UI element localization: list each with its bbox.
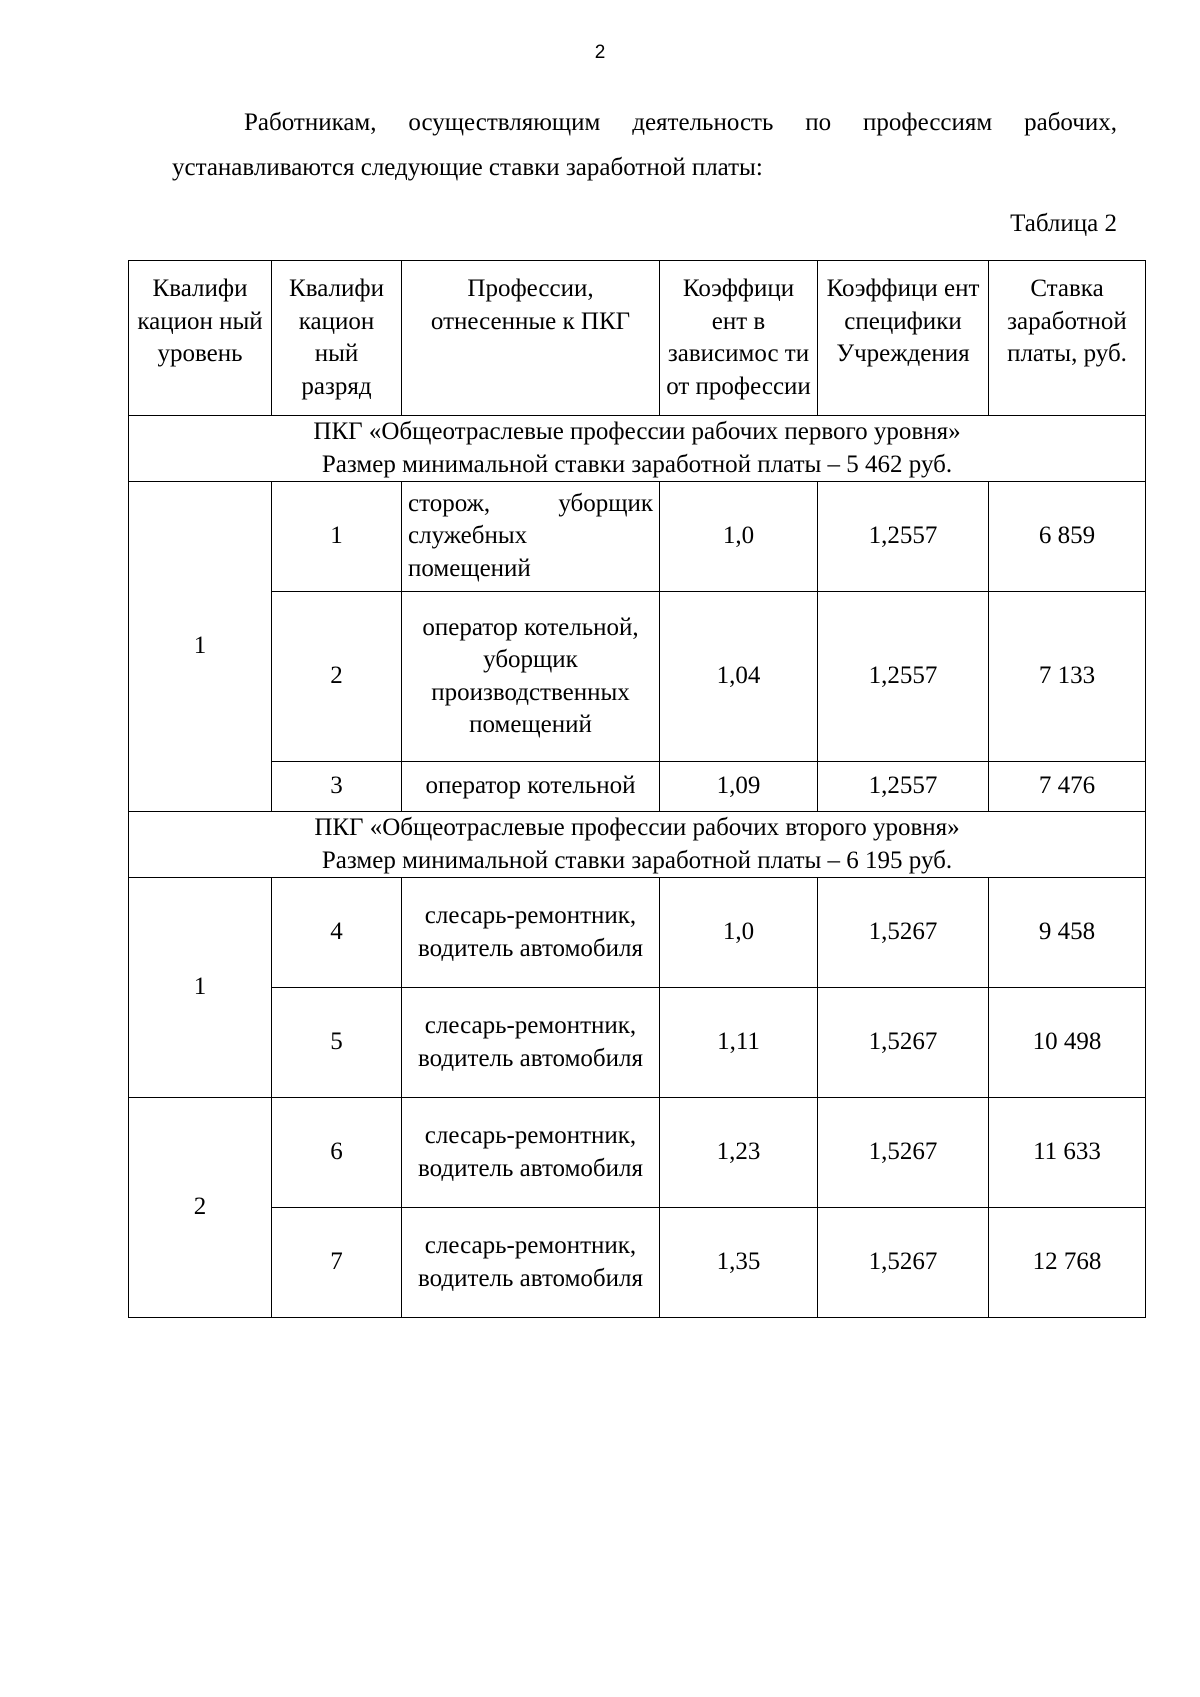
cell-coef-profession: 1,09	[660, 762, 818, 812]
cell-profession: слесарь-ремонтник, водитель автомобиля	[402, 1098, 660, 1208]
cell-coef-institution: 1,2557	[818, 482, 989, 592]
cell-grade: 4	[272, 878, 402, 988]
cell-profession: слесарь-ремонтник, водитель автомобиля	[402, 988, 660, 1098]
cell-rate: 7 476	[989, 762, 1146, 812]
header-qual-grade: Квалифи кацион ный разряд	[272, 261, 402, 416]
cell-grade: 1	[272, 482, 402, 592]
group-header	[129, 812, 1146, 878]
cell-coef-institution: 1,2557	[818, 762, 989, 812]
cell-grade: 3	[272, 762, 402, 812]
cell-coef-institution: 1,5267	[818, 1208, 989, 1318]
group-header-row	[129, 416, 1146, 482]
cell-coef-profession: 1,11	[660, 988, 818, 1098]
cell-rate: 7 133	[989, 592, 1146, 762]
intro-line-1: Работникам, осуществляющим деятельность по профессиям рабочих,	[244, 109, 1117, 136]
cell-grade: 2	[272, 592, 402, 762]
intro-line-2: устанавливаются следующие ставки заработной платы:	[172, 154, 763, 181]
table-row	[129, 878, 1146, 988]
table-row	[129, 1098, 1146, 1208]
wage-rates-table	[128, 260, 1146, 1318]
cell-coef-profession: 1,35	[660, 1208, 818, 1318]
group-subtitle: Размер минимальной ставки заработной платы – 5 462 руб.	[321, 450, 953, 478]
cell-profession: оператор котельной, уборщик производственных помещений	[402, 592, 660, 762]
cell-coef-institution: 1,5267	[818, 878, 989, 988]
cell-grade: 6	[272, 1098, 402, 1208]
table-row	[129, 1208, 1146, 1318]
table-row	[129, 762, 1146, 812]
cell-profession: сторож, уборщик служебных помещений	[402, 482, 660, 592]
cell-coef-institution: 1,5267	[818, 1098, 989, 1208]
group-header	[129, 416, 1146, 482]
cell-rate: 9 458	[989, 878, 1146, 988]
cell-coef-institution: 1,2557	[818, 592, 989, 762]
cell-profession: слесарь-ремонтник, водитель автомобиля	[402, 1208, 660, 1318]
group-title: ПКГ «Общеотраслевые профессии рабочих первого уровня»	[313, 418, 961, 445]
cell-profession: оператор котельной	[402, 762, 660, 812]
cell-coef-profession: 1,23	[660, 1098, 818, 1208]
group-title: ПКГ «Общеотраслевые профессии рабочих второго уровня»	[314, 814, 960, 841]
header-professions: Профессии, отнесенные к ПКГ	[402, 261, 660, 416]
cell-rate: 12 768	[989, 1208, 1146, 1318]
group-header-row	[129, 812, 1146, 878]
cell-rate: 6 859	[989, 482, 1146, 592]
page-number: 2	[594, 42, 606, 63]
cell-coef-profession: 1,0	[660, 878, 818, 988]
table-label: Таблица 2	[1010, 210, 1117, 237]
cell-coef-profession: 1,0	[660, 482, 818, 592]
header-coef-institution: Коэффици ент специфики Учреждения	[818, 261, 989, 416]
cell-grade: 5	[272, 988, 402, 1098]
header-qual-level: Квалифи кацион ный уровень	[129, 261, 272, 416]
table-row	[129, 482, 1146, 592]
header-coef-profession: Коэффици ент в зависимос ти от профессии	[660, 261, 818, 416]
group-subtitle: Размер минимальной ставки заработной платы – 6 195 руб.	[321, 846, 953, 874]
cell-rate: 11 633	[989, 1098, 1146, 1208]
cell-coef-profession: 1,04	[660, 592, 818, 762]
cell-profession: слесарь-ремонтник, водитель автомобиля	[402, 878, 660, 988]
header-wage-rate: Ставка заработной платы, руб.	[989, 261, 1146, 416]
cell-coef-institution: 1,5267	[818, 988, 989, 1098]
table-row	[129, 988, 1146, 1098]
cell-level: 2	[129, 1098, 272, 1318]
cell-level: 1	[129, 878, 272, 1098]
intro-paragraph	[172, 100, 1117, 190]
cell-rate: 10 498	[989, 988, 1146, 1098]
cell-level: 1	[129, 482, 272, 812]
cell-grade: 7	[272, 1208, 402, 1318]
table-row	[129, 592, 1146, 762]
table-header-row	[129, 261, 1146, 416]
